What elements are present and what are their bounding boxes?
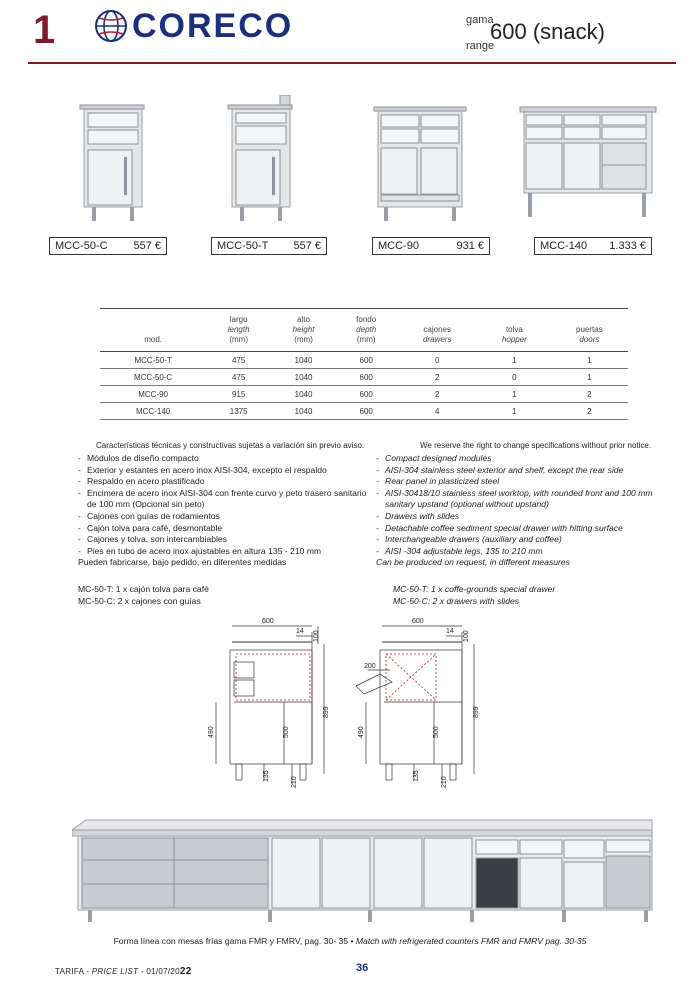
product-price: 557 € [133, 240, 161, 252]
cell-model: MCC-140 [100, 403, 206, 420]
product-model: MCC-90 [378, 240, 419, 252]
footer-label: TARIFA - [55, 967, 92, 976]
cell-doors: 2 [551, 386, 628, 403]
product-price: 1.333 € [609, 240, 646, 252]
dim-upstand: 100 [463, 630, 470, 642]
product-model: MCC-140 [540, 240, 588, 252]
model-notes-es [78, 584, 209, 607]
range-title: 600 (snack) [490, 19, 605, 44]
dim-total-height: 899 [323, 706, 330, 718]
globe-logo-icon [94, 9, 128, 43]
feature-item: - AISI -304 adjustable legs, 135 to 210 mm [376, 546, 676, 558]
dim-width: 600 [262, 618, 274, 625]
dim-upstand: 100 [313, 630, 320, 642]
feature-item: - Cajones y tolva, son intercambiables [78, 534, 368, 546]
product-image-mcc-50-c [78, 95, 150, 225]
dim-body: 490 [358, 726, 365, 738]
cell-depth: 600 [336, 352, 396, 369]
model-note: MC-50-T: 1 x cajón tolva para café [78, 584, 209, 594]
footer-date-year: 22 [179, 966, 192, 977]
dim-total-height: 899 [473, 706, 480, 718]
dim-leg-max: 210 [291, 776, 298, 788]
dim-width: 600 [412, 618, 424, 625]
range-label-en: range [466, 40, 495, 52]
disclaimer-en: We reserve the right to change specifications without prior notice. [420, 441, 652, 450]
caption-es: Forma línea con mesas frías gama FMR y FMRV, pag. 30- 35 • [113, 936, 354, 946]
product-label [372, 237, 490, 255]
cell-model: MCC-50-C [100, 369, 206, 386]
product-image-mcc-50-t [226, 95, 298, 225]
technical-drawing-mcc-50-c [200, 614, 340, 794]
cell-height: 1040 [271, 403, 336, 420]
cell-drawers: 4 [396, 403, 478, 420]
product-image-mcc-90 [372, 95, 468, 225]
cell-model: MCC-50-T [100, 352, 206, 369]
dim-body: 490 [208, 726, 215, 738]
cell-doors: 1 [551, 352, 628, 369]
feature-item: - AISI-304 stainless steel exterior and shelf, except the rear side [376, 465, 676, 477]
feature-item: - Encimera de acero inox AISI-304 con frente curvo y peto trasero sanitario de 100 mm (Opcional sin peto) [78, 488, 368, 511]
cell-drawers: 2 [396, 386, 478, 403]
table-row [100, 352, 628, 369]
cell-length: 1375 [206, 403, 271, 420]
model-note: MC-50-T: 1 x coffe-grounds special drawer [393, 584, 556, 594]
page-number: 36 [356, 962, 369, 974]
caption-en: Match with refrigerated counters FMR and FMRV pag. 30-35 [355, 936, 587, 946]
counter-caption [0, 936, 700, 946]
dim-top-edge: 14 [296, 628, 304, 635]
model-note: MC-50-C: 2 x drawers with slides [393, 595, 520, 606]
dim-leg-min: 135 [263, 770, 270, 782]
range-label-es: gama [466, 14, 494, 26]
cell-drawers: 0 [396, 352, 478, 369]
cell-length: 475 [206, 352, 271, 369]
cell-length: 915 [206, 386, 271, 403]
product-model: MCC-50-C [55, 240, 108, 252]
table-row [100, 369, 628, 386]
product-label [534, 237, 652, 255]
feature-item: - Interchangeable drawers (auxiliary and coffee) [376, 534, 676, 546]
column-header: cajones drawers [422, 325, 452, 344]
dim-hopper: 200 [364, 663, 376, 670]
cell-depth: 600 [336, 386, 396, 403]
cell-doors: 1 [551, 369, 628, 386]
cell-length: 475 [206, 369, 271, 386]
model-notes-en [393, 584, 555, 607]
table-row [100, 386, 628, 403]
column-header: puertas doors [576, 325, 603, 344]
feature-item: - Drawers with slides [376, 511, 676, 523]
disclaimer-es: Características técnicas y constructivas sujetas a variación sin previo aviso. [96, 441, 365, 450]
counter-line-image [72, 812, 656, 924]
cell-hopper: 1 [478, 386, 551, 403]
cell-height: 1040 [271, 369, 336, 386]
column-header: mod. [144, 335, 162, 344]
cell-model: MCC-90 [100, 386, 206, 403]
column-header: alto height (mm) [292, 315, 315, 344]
feature-item: - Compact designed modules [376, 453, 676, 465]
table-row [100, 403, 628, 420]
feature-item: - Respaldo en acero plastificado [78, 476, 368, 488]
header-divider [28, 62, 676, 64]
feature-item: - Cajón tolva para café, desmontable [78, 523, 368, 535]
cell-hopper: 1 [478, 403, 551, 420]
cell-depth: 600 [336, 369, 396, 386]
product-price: 931 € [456, 240, 484, 252]
cell-hopper: 0 [478, 369, 551, 386]
footer-label-en: PRICE LIST [91, 967, 139, 976]
brand-logo: CORECO [132, 7, 294, 45]
feature-item: - AISI-30418/10 stainless steel worktop, with rounded front and 100 mm sanitary upstand (optional without upstand) [376, 488, 676, 511]
cell-hopper: 1 [478, 352, 551, 369]
column-header: fondo depth (mm) [356, 315, 377, 344]
features-es [78, 453, 368, 569]
section-number: 1 [33, 8, 56, 52]
column-header: tolva hopper [501, 325, 527, 344]
features-en [376, 453, 676, 569]
dim-top-edge: 14 [446, 628, 454, 635]
footer-date: - 01/07/20 [138, 967, 180, 976]
product-model: MCC-50-T [217, 240, 269, 252]
specifications-table [100, 308, 628, 420]
cell-height: 1040 [271, 386, 336, 403]
feature-item: - Exterior y estantes en acero inox AISI-304, excepto el respaldo [78, 465, 368, 477]
feature-item: - Pies en tubo de acero inox ajustables en altura 135 - 210 mm [78, 546, 368, 558]
feature-note: Can be produced on request, in different measures [376, 557, 570, 568]
feature-item: - Detachable coffee sediment special drawer with hitting surface [376, 523, 676, 535]
cell-drawers: 2 [396, 369, 478, 386]
cell-height: 1040 [271, 352, 336, 369]
product-price: 557 € [293, 240, 321, 252]
feature-note: Pueden fabricarse, bajo pedido, en diferentes medidas [78, 557, 287, 568]
model-note: MC-50-C: 2 x cajones con guías [78, 595, 201, 606]
table-header-row [100, 309, 628, 352]
dim-leg-min: 135 [413, 770, 420, 782]
feature-item: - Rear panel in plasticized steel [376, 476, 676, 488]
product-image-mcc-140 [518, 95, 658, 225]
product-label [211, 237, 327, 255]
technical-drawing-mcc-50-t [350, 614, 490, 794]
dim-leg-max: 210 [441, 776, 448, 788]
product-label [49, 237, 167, 255]
cell-doors: 2 [551, 403, 628, 420]
column-header: largo length (mm) [227, 315, 250, 344]
cell-depth: 600 [336, 403, 396, 420]
dim-shelf: 500 [283, 726, 290, 738]
feature-item: - Cajones con guías de rodamientos [78, 511, 368, 523]
dim-shelf: 500 [433, 726, 440, 738]
footer-price-list [55, 966, 192, 977]
feature-item: - Módulos de diseño compacto [78, 453, 368, 465]
